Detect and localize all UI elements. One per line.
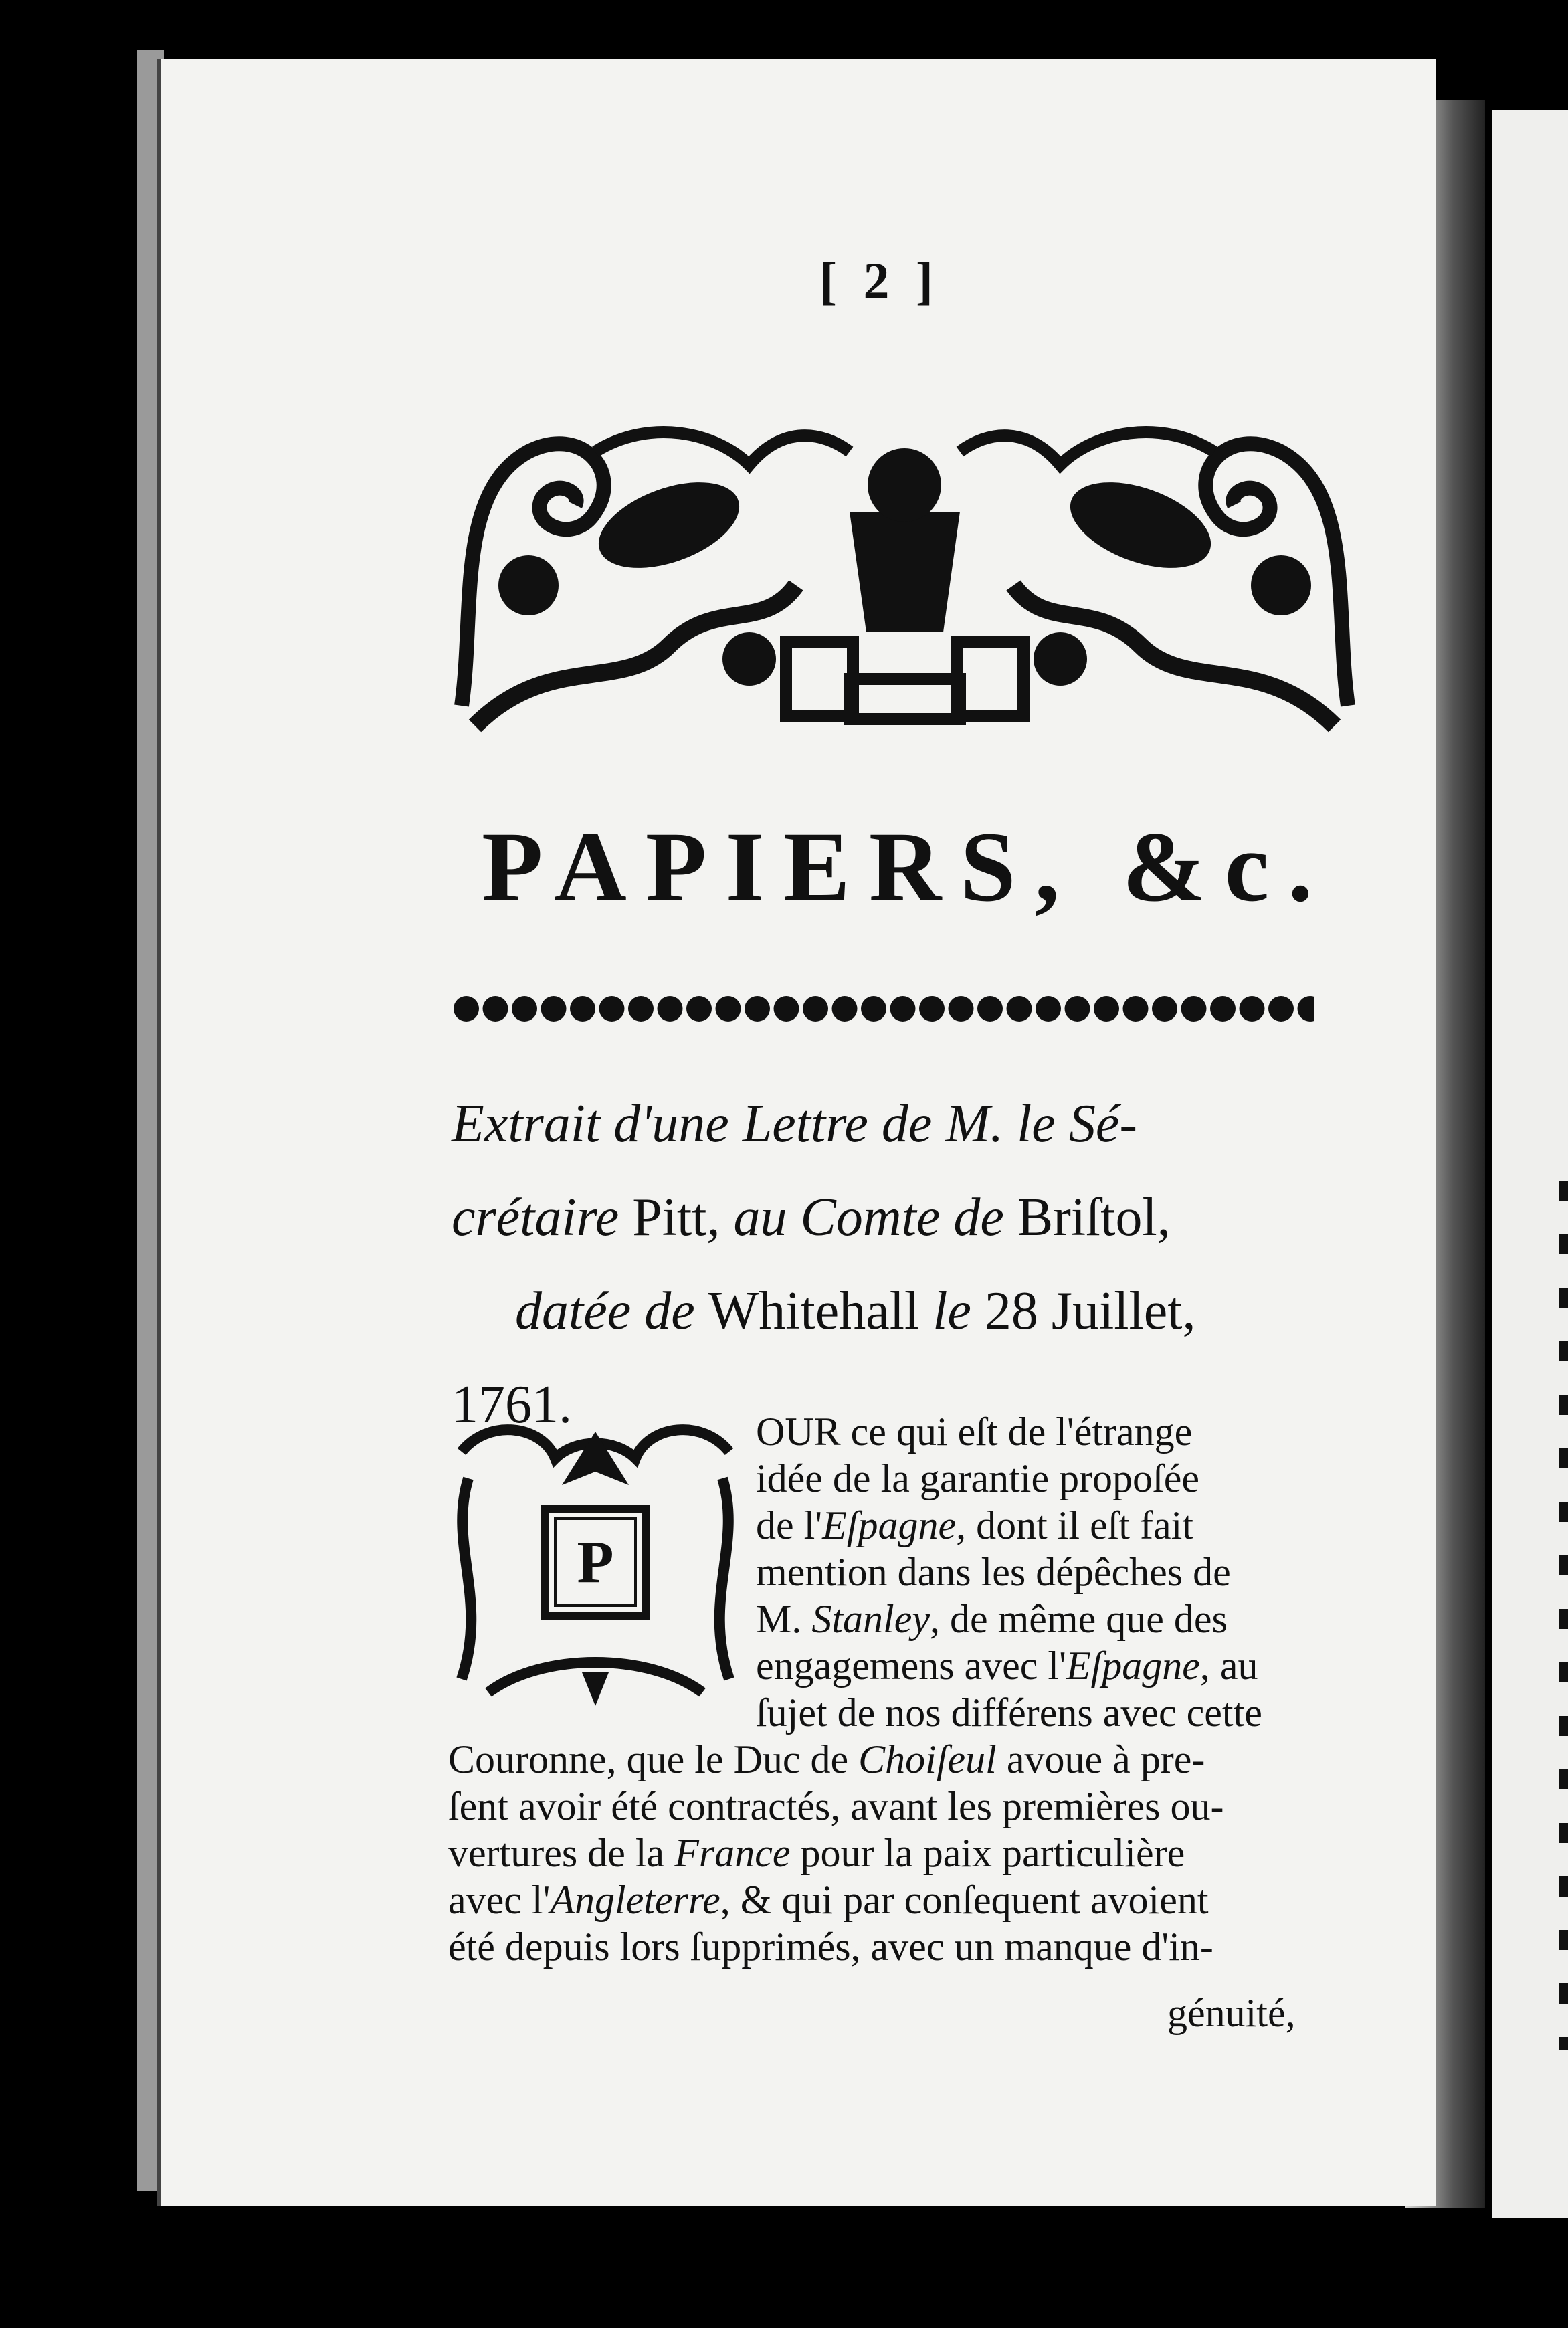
rule-ornament [716,996,741,1022]
rule-ornament [454,996,479,1022]
drop-cap-letter: P [577,1529,614,1595]
ornamental-rule [452,993,1314,1024]
rule-ornament [977,996,1003,1022]
body-paragraph [448,1408,1314,1970]
rule-ornament [1007,996,1032,1022]
heading-line: Extrait d'une Lettre de M. le Sé- [452,1094,1137,1153]
rule-ornament [949,996,974,1022]
heading-line: datée de Whitehall le 28 Juillet, [515,1282,1196,1341]
text-line: été depuis lors ſupprimés, avec un manque d'in- [448,1925,1213,1969]
rule-ornament [1123,996,1149,1022]
text-line: de l'Eſpagne, dont il eſt fait [756,1503,1194,1547]
catchword: génuité, [1167,1991,1296,2035]
rule-ornament [686,996,712,1022]
rule-ornament [803,996,828,1022]
rule-ornament [1240,996,1265,1022]
page-number: [ 2 ] [819,252,940,310]
rule-ornament [745,996,770,1022]
rule-ornament [890,996,916,1022]
rule-ornament [570,996,595,1022]
text-line: M. Stanley, de même que des [756,1597,1228,1641]
text-line: vertures de la France pour la paix particulière [448,1831,1185,1875]
rule-ornament [1210,996,1236,1022]
rule-ornament [774,996,799,1022]
heading-line: crétaire Pitt, au Comte de Briſtol, [452,1188,1171,1247]
text-line: idée de la garantie propoſée [756,1456,1199,1500]
ornamental-headpiece [448,411,1361,733]
rule-ornament [658,996,683,1022]
rule-ornament [861,996,886,1022]
heading-line: 1761. [452,1375,572,1434]
text-line: mention dans les dépêches de [756,1550,1231,1594]
rule-ornament [1181,996,1207,1022]
rule-ornament [1298,996,1315,1022]
text-line: ſujet de nos différens avec cette [756,1690,1262,1735]
rule-ornament [628,996,654,1022]
rule-ornament [599,996,625,1022]
rule-ornament [1036,996,1061,1022]
rule-ornament [1094,996,1119,1022]
text-line: ſent avoir été contractés, avant les premières ou- [448,1784,1224,1828]
text-line: Couronne, que le Duc de Choiſeul avoue à pre- [448,1737,1205,1781]
rule-ornament [1152,996,1177,1022]
section-heading [452,1077,1314,1452]
rule-ornament [919,996,945,1022]
text-line: engagemens avec l'Eſpagne, au [756,1644,1258,1688]
rule-ornament [832,996,858,1022]
facing-page [1492,110,1568,2218]
rule-ornament [1268,996,1294,1022]
text-line: avec l'Angleterre, & qui par conſequent avoient [448,1878,1209,1922]
rule-ornament [512,996,537,1022]
rule-ornament [1065,996,1090,1022]
page-title: PAPIERS, &c. [482,811,1332,923]
rule-ornament [483,996,508,1022]
rule-ornament [541,996,567,1022]
text-line: OUR ce qui eſt de l'étrange [756,1410,1193,1454]
facing-page-text-marks [1559,1181,1568,2050]
